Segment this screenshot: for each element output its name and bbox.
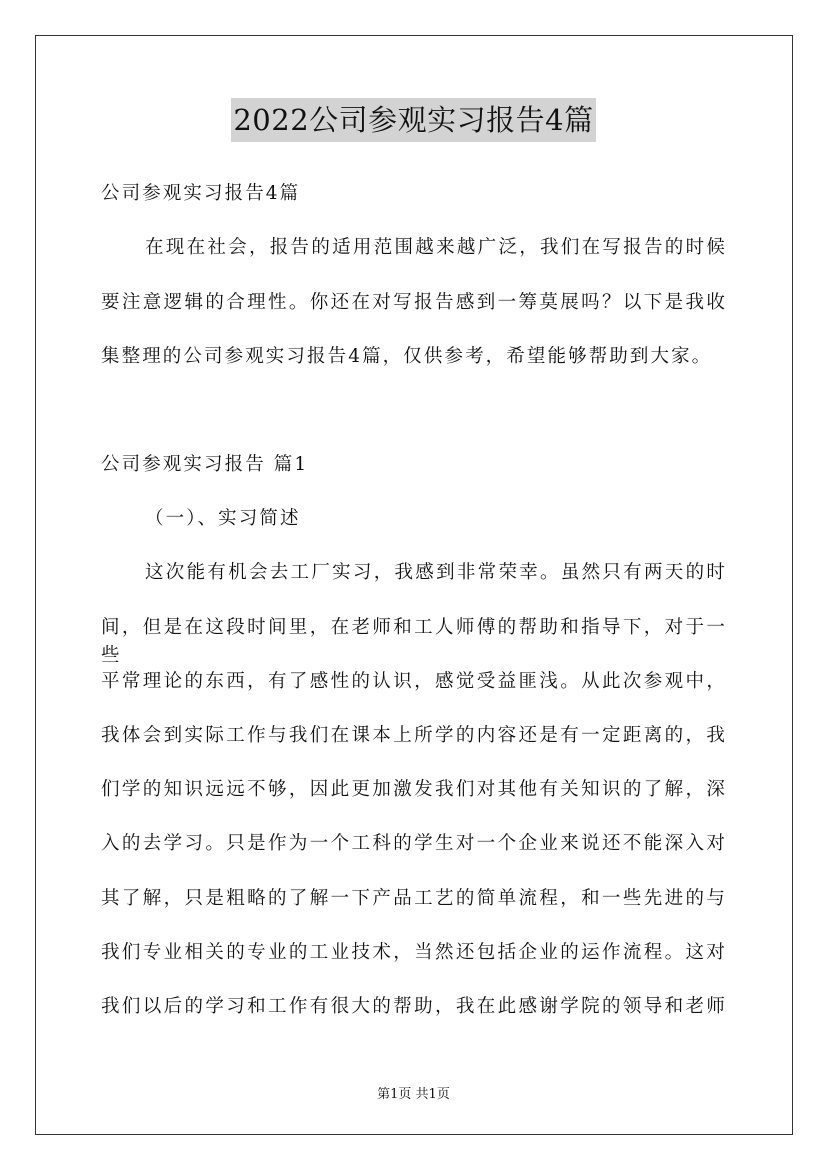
intro-line: 在现在社会，报告的适用范围越来越广泛，我们在写报告的时候 bbox=[145, 237, 727, 258]
body-line: 平常理论的东西，有了感性的认识，感觉受益匪浅。从此次参观中， bbox=[101, 671, 727, 692]
body-line: 这次能有机会去工厂实习，我感到非常荣幸。虽然只有两天的时 bbox=[145, 562, 727, 583]
body-line: 我们以后的学习和工作有很大的帮助，我在此感谢学院的领导和老师 bbox=[101, 996, 727, 1017]
section-heading: 公司参观实习报告 篇1 bbox=[101, 454, 309, 475]
body-line: 我体会到实际工作与我们在课本上所学的内容还是有一定距离的，我 bbox=[101, 725, 727, 746]
body-line: 入的去学习。只是作为一个工科的学生对一个企业来说还不能深入对 bbox=[101, 833, 727, 854]
document-subtitle: 公司参观实习报告4篇 bbox=[101, 183, 301, 204]
page-footer: 第1页 共1页 bbox=[377, 1087, 450, 1102]
body-line: 间，但是在这段时间里，在老师和工人师傅的帮助和指导下，对于一些 bbox=[101, 617, 727, 666]
body-line: 们学的知识远远不够，因此更加激发我们对其他有关知识的了解，深 bbox=[101, 779, 727, 800]
body-line: 我们专业相关的专业的工业技术，当然还包括企业的运作流程。这对 bbox=[101, 942, 727, 963]
body-line: 其了解，只是粗略的了解一下产品工艺的简单流程，和一些先进的与 bbox=[101, 888, 727, 909]
intro-line: 集整理的公司参观实习报告4篇，仅供参考，希望能够帮助到大家。 bbox=[101, 346, 713, 367]
intro-line: 要注意逻辑的合理性。你还在对写报告感到一筹莫展吗？以下是我收 bbox=[101, 292, 727, 313]
document-title: 2022公司参观实习报告4篇 bbox=[231, 98, 595, 142]
title-container bbox=[0, 98, 827, 142]
subsection-heading: （一）、实习简述 bbox=[145, 508, 301, 529]
